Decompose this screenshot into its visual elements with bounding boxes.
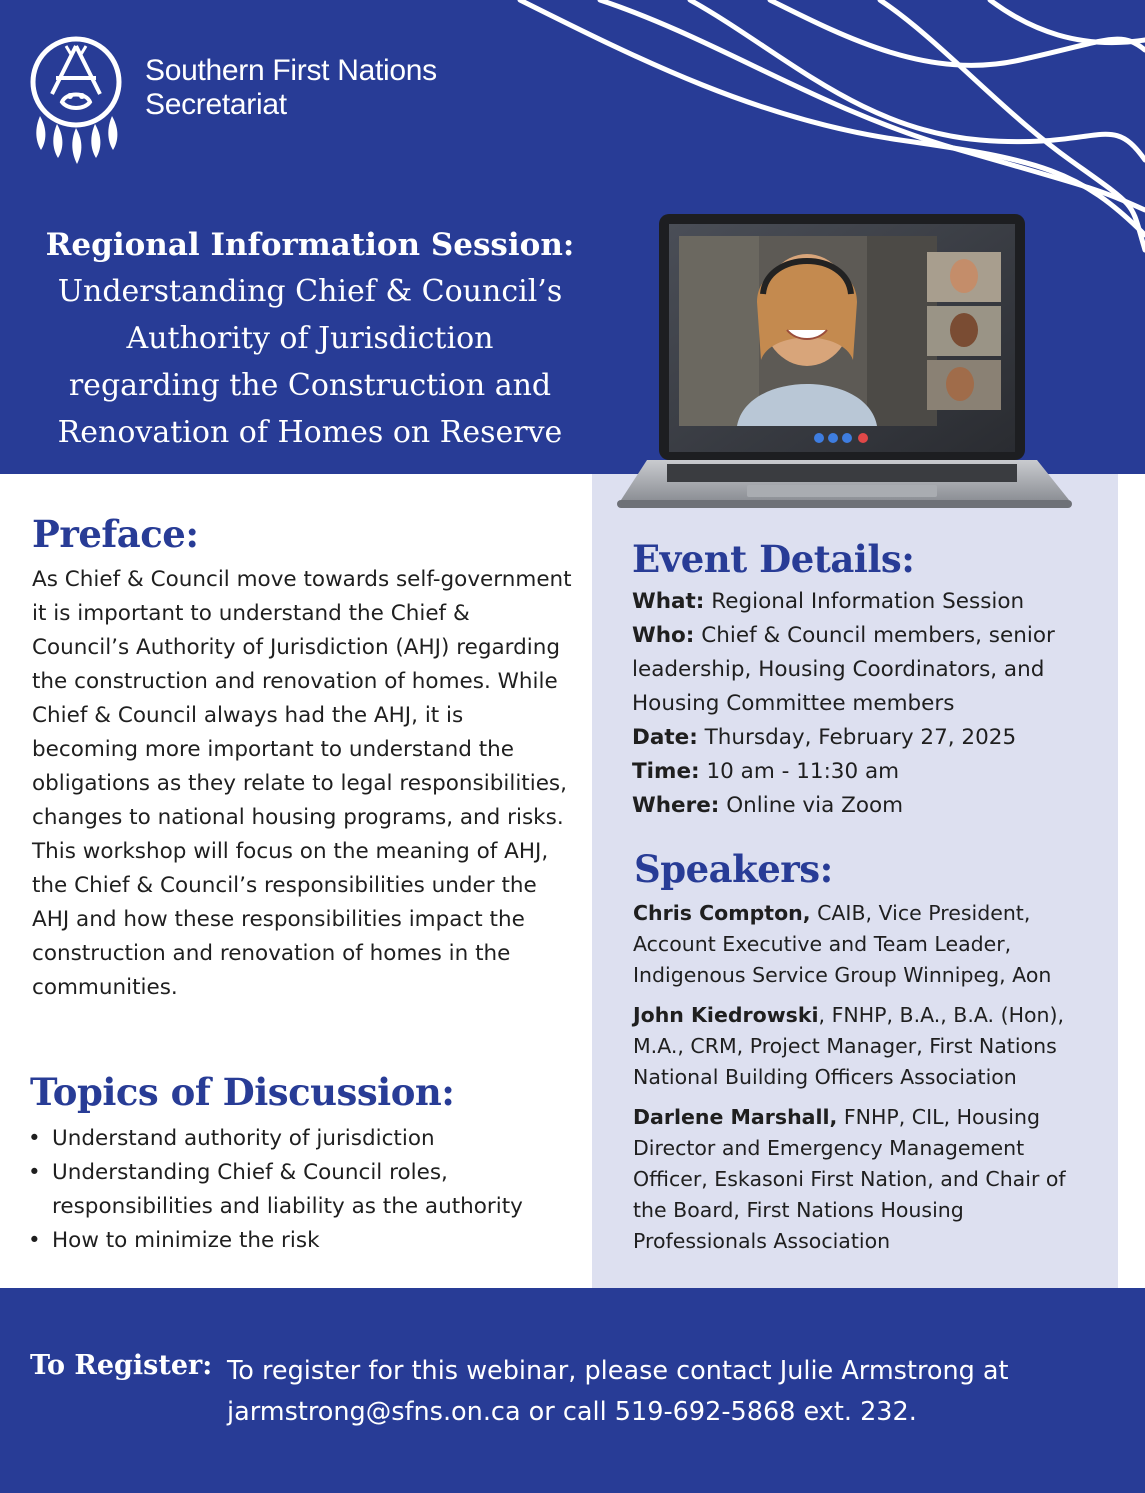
speaker-details: FNHP, CIL, Housing Director and Emergency Management Officer, Eskasoni First Nation, and Chair of the Board, First Nations Housing Professionals Association xyxy=(633,1105,1066,1253)
speaker-item xyxy=(633,1000,1103,1093)
preface-heading: Preface: xyxy=(32,512,199,556)
register-line-2: jarmstrong@sfns.on.ca or call 519-692-5868 ext. 232. xyxy=(227,1397,917,1427)
org-name-line1: Southern First Nations xyxy=(145,54,437,87)
speakers-list xyxy=(633,898,1103,1266)
topics-list xyxy=(28,1122,588,1258)
event-value: Online via Zoom xyxy=(726,793,904,818)
title-line-4: Renovation of Homes on Reserve xyxy=(57,415,563,450)
preface-text: As Chief & Council move towards self-government it is important to understand the Chief & Council’s Authority of Jurisdiction (AHJ) regarding the construction and renovation of homes. While Chief & Council always had the AHJ, it is becoming more important to understand the obligations as they relate to legal responsibilities, changes to national housing programs, and risks. This workshop will focus on the meaning of AHJ, the Chief & Council’s responsibilities under the AHJ and how these responsibilities impact the construction and renovation of homes in the communities. xyxy=(32,567,572,1000)
laptop-video-call-image xyxy=(617,210,1072,515)
topic-item: • Understand authority of jurisdiction xyxy=(28,1122,588,1156)
event-value: 10 am - 11:30 am xyxy=(706,759,900,784)
org-name xyxy=(145,54,437,122)
session-title xyxy=(18,222,602,456)
event-label: Who: xyxy=(632,623,695,648)
speaker-name: Darlene Marshall, xyxy=(633,1105,838,1129)
speaker-name: Chris Compton, xyxy=(633,901,811,925)
speaker-item xyxy=(633,1102,1103,1257)
speaker-name: John Kiedrowski xyxy=(633,1003,819,1027)
title-line-2: Authority of Jurisdiction xyxy=(126,321,494,356)
title-line-1: Understanding Chief & Council’s xyxy=(57,274,563,309)
event-row-who xyxy=(632,619,1102,721)
register-line-1: To register for this webinar, please contact Julie Armstrong at xyxy=(227,1356,1009,1386)
topic-item: • Understanding Chief & Council roles, responsibilities and liability as the authority xyxy=(28,1156,588,1224)
topics-heading: Topics of Discussion: xyxy=(30,1070,455,1114)
event-row-what xyxy=(632,585,1102,619)
event-label: Date: xyxy=(632,725,698,750)
event-details-heading: Event Details: xyxy=(632,537,915,581)
event-row-date xyxy=(632,721,1102,755)
register-label: To Register: xyxy=(30,1350,213,1381)
speaker-details: , FNHP, B.A., B.A. (Hon), M.A., CRM, Project Manager, First Nations National Building Officers Association xyxy=(633,1003,1065,1089)
register-text xyxy=(227,1351,1127,1433)
speaker-details: CAIB, Vice President, Account Executive and Team Leader, Indigenous Service Group Winnipeg, Aon xyxy=(633,901,1052,987)
event-value: Thursday, February 27, 2025 xyxy=(704,725,1017,750)
event-row-where xyxy=(632,789,1102,823)
speaker-item xyxy=(633,898,1103,991)
event-label: Where: xyxy=(632,793,720,818)
title-bold-line: Regional Information Session: xyxy=(45,227,575,263)
event-label: What: xyxy=(632,589,705,614)
event-label: Time: xyxy=(632,759,700,784)
title-line-3: regarding the Construction and xyxy=(68,368,552,403)
org-name-line2: Secretariat xyxy=(145,88,287,121)
speakers-heading: Speakers: xyxy=(634,847,833,891)
event-details-list xyxy=(632,585,1102,823)
topic-item: • How to minimize the risk xyxy=(28,1224,588,1258)
sfns-logo-icon xyxy=(26,32,126,168)
event-value: Chief & Council members, senior leadership, Housing Coordinators, and Housing Committee members xyxy=(632,623,1055,716)
event-value: Regional Information Session xyxy=(711,589,1025,614)
event-row-time xyxy=(632,755,1102,789)
